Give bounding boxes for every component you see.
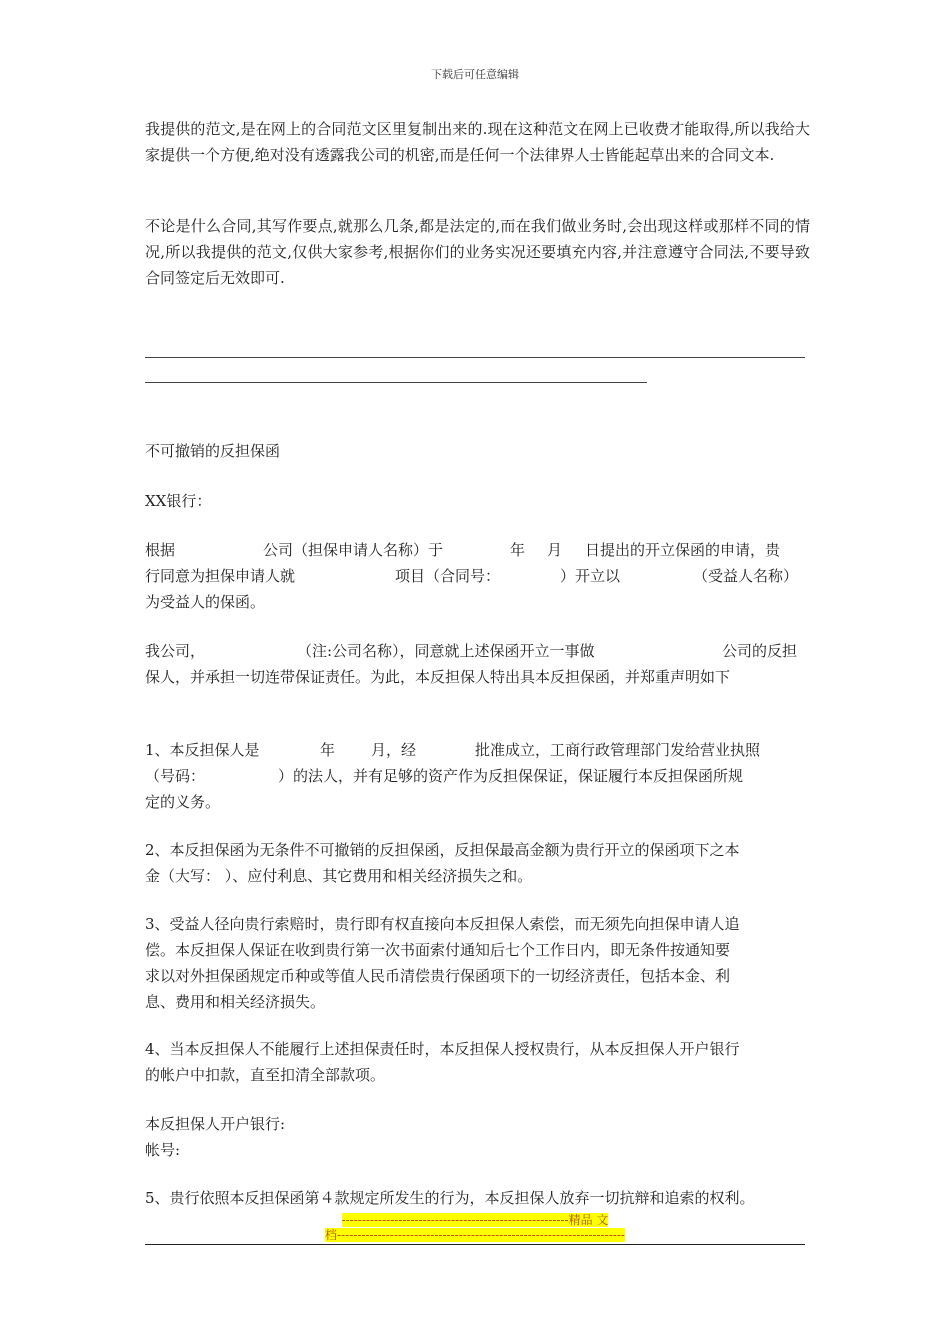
item-2-line-1: 2、本反担保函为无条件不可撤销的反担保函，反担保最高金额为贵行开立的保函项下之本 bbox=[145, 841, 740, 859]
intro-paragraph-1: 我提供的范文,是在网上的合同范文区里复制出来的.现在这种范文在网上已收费才能取得,所以我给大家提供一个方便,绝对没有透露我公司的机密,而是任何一个法律界人士皆能起草出来的合同文本. bbox=[145, 120, 810, 164]
footer-watermark-text: --------------------------------------------------------精品 文 bbox=[341, 1213, 609, 1227]
footer-rule bbox=[145, 1244, 805, 1245]
text-segment: （受益人名称） bbox=[693, 567, 799, 585]
text-segment: 月，经 bbox=[371, 741, 417, 759]
text-segment: 公司的反担 bbox=[722, 642, 798, 660]
text-segment: （号码： bbox=[145, 767, 206, 785]
document-title: 不可撤销的反担保函 bbox=[145, 442, 281, 460]
text-segment: （注:公司名称），同意就上述保函开立一事做 bbox=[297, 642, 595, 660]
text-segment: 项目（合同号： bbox=[395, 567, 501, 585]
text-segment: ）的法人，并有足够的资产作为反担保保证，保证履行本反担保函所规 bbox=[278, 767, 744, 785]
item-2-line-2: 金（大写： ）、应付利息、其它费用和相关经济损失之和。 bbox=[145, 867, 533, 885]
footer-watermark-line-2 bbox=[0, 1227, 950, 1243]
item-3-line-3: 求以对外担保函规定币种或等值人民币清偿贵行保函项下的一切经济责任，包括本金、利 bbox=[145, 967, 731, 985]
text-segment: 批准成立，工商行政管理部门发给营业执照 bbox=[475, 741, 761, 759]
bank-account-label: 本反担保人开户银行: bbox=[145, 1115, 286, 1133]
divider-line bbox=[145, 382, 647, 383]
account-number-label: 帐号: bbox=[145, 1141, 181, 1159]
text-segment: 1、本反担保人是 bbox=[145, 741, 260, 759]
text-segment: 行同意为担保申请人就 bbox=[145, 567, 296, 585]
text-segment: ）开立以 bbox=[560, 567, 621, 585]
text-segment: 月 bbox=[547, 541, 563, 559]
text-segment: 年 bbox=[320, 741, 336, 759]
text-segment: 我公司， bbox=[145, 642, 206, 660]
paragraph-2-line-2: 保人，并承担一切连带保证责任。为此，本反担保人特出具本反担保函，并郑重声明如下 bbox=[145, 668, 731, 686]
footer-watermark-line-1 bbox=[0, 1212, 950, 1228]
divider-line bbox=[145, 357, 805, 358]
item-5: 5、贵行依照本反担保函第４款规定所发生的行为，本反担保人放弃一切抗辩和追索的权利。 bbox=[145, 1189, 755, 1207]
addressee: XX银行： bbox=[145, 492, 212, 510]
text-segment: 根据 bbox=[145, 541, 176, 559]
text-segment: 日提出的开立保函的申请，贵 bbox=[585, 541, 781, 559]
item-3-line-4: 息、费用和相关经济损失。 bbox=[145, 993, 326, 1011]
item-1-line-3: 定的义务。 bbox=[145, 793, 221, 811]
intro-paragraph-2: 不论是什么合同,其写作要点,就那么几条,都是法定的,而在我们做业务时,会出现这样或那样不同的情况,所以我提供的范文,仅供大家参考,根据你们的业务实况还要填充内容,并注意遵守合同法,不要导致合同签定后无效即可. bbox=[145, 217, 810, 287]
item-4-line-2: 的帐户中扣款，直至扣清全部款项。 bbox=[145, 1066, 386, 1084]
text-segment: 公司（担保申请人名称）于 bbox=[263, 541, 444, 559]
footer-watermark-text: 档----------------------------------------------------------------------- bbox=[325, 1228, 625, 1242]
item-3-line-2: 偿。本反担保人保证在收到贵行第一次书面索付通知后七个工作日内，即无条件按通知要 bbox=[145, 941, 731, 959]
item-4-line-1: 4、当本反担保人不能履行上述担保责任时，本反担保人授权贵行，从本反担保人开户银行 bbox=[145, 1040, 740, 1058]
text-segment: 年 bbox=[510, 541, 526, 559]
paragraph-1-line-3: 为受益人的保函。 bbox=[145, 593, 266, 611]
page-header: 下载后可任意编辑 bbox=[431, 68, 519, 81]
item-3-line-1: 3、受益人径向贵行索赔时，贵行即有权直接向本反担保人索偿，而无须先向担保申请人追 bbox=[145, 915, 740, 933]
